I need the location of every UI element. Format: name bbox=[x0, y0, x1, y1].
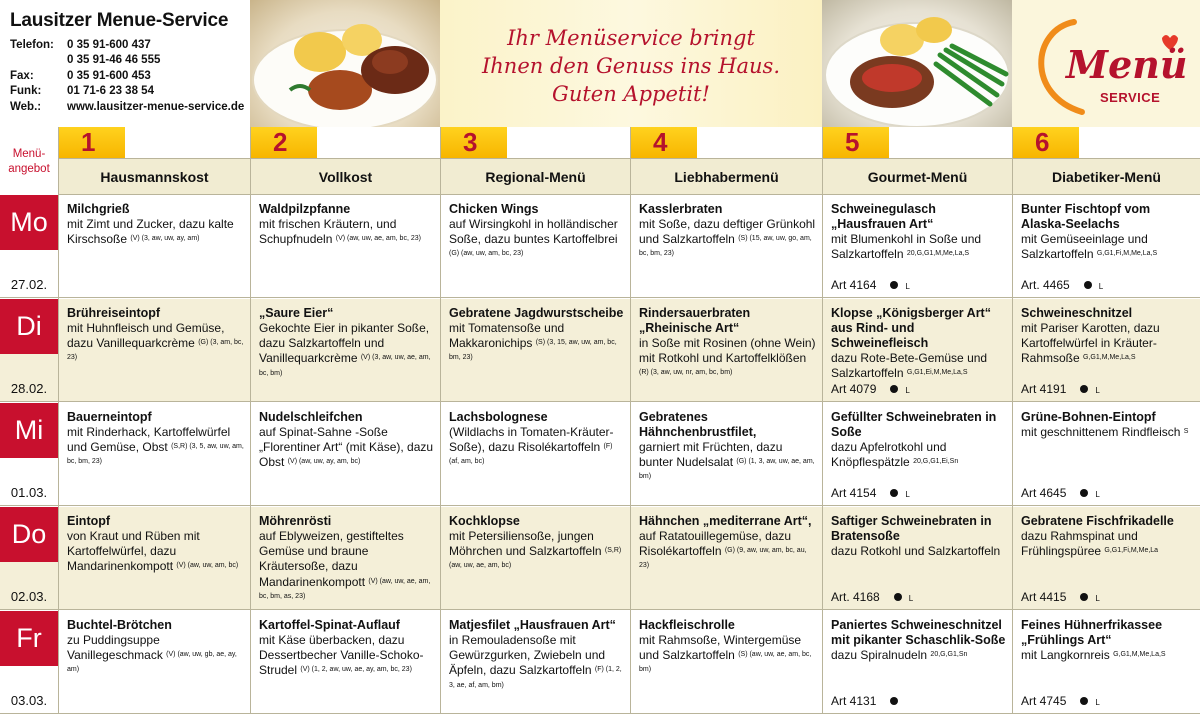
dish-description bbox=[831, 351, 1006, 381]
weekday-badge: Di bbox=[0, 299, 58, 354]
description-text: mit Blumenkohl in Soße und Salzkartoffeln bbox=[831, 232, 982, 262]
additives-note: G,G1,Fi,M,Me,La,S bbox=[1096, 250, 1158, 258]
contact-value[interactable]: 0 35 91-46 46 555 bbox=[67, 54, 161, 67]
additives-note: (S) (15, aw, uw, go, am, bc, bm, 23) bbox=[639, 235, 812, 258]
additives-note: (G) (3, am, bc, 23) bbox=[67, 339, 244, 362]
dot-marker-icon bbox=[890, 281, 898, 289]
additives-note: (F) (1, 2, 3, ae, af, am, bm) bbox=[449, 666, 622, 689]
dish-description bbox=[1021, 529, 1194, 559]
dish-name: Gebratenes Hähnchenbrustfilet, bbox=[639, 410, 757, 439]
description-text: dazu Rotkohl und Salzkartoffeln bbox=[831, 544, 1001, 558]
menu-cell[interactable] bbox=[630, 299, 822, 402]
lactose-marker: L bbox=[1095, 594, 1100, 603]
weekday-badge: Fr bbox=[0, 611, 58, 666]
weekday-badge: Do bbox=[0, 507, 58, 562]
dish-description bbox=[1021, 321, 1194, 367]
day-row-mo bbox=[0, 195, 1200, 298]
dish-description bbox=[831, 544, 1006, 559]
additives-note: 20,G,G1,Sn bbox=[930, 651, 968, 658]
day-row-fr bbox=[0, 611, 1200, 714]
dish-description bbox=[639, 336, 816, 382]
dish-description bbox=[449, 321, 624, 367]
column-number-row bbox=[59, 127, 250, 158]
additives-note: (G) (aw, uw, am, bc, 23) bbox=[449, 250, 524, 258]
dish-description bbox=[449, 529, 624, 575]
description-text: mit Soße, dazu deftiger Grünkohl und Salzkartoffeln bbox=[639, 217, 816, 247]
dish-name: Bauerneintopf bbox=[67, 410, 152, 424]
day-row-di bbox=[0, 299, 1200, 402]
article-number bbox=[831, 590, 913, 604]
column-number-row bbox=[631, 127, 822, 158]
menu-cell[interactable] bbox=[630, 403, 822, 506]
description-text: auf Eblyweizen, gestifteltes Gemüse und braune Kräutersoße, dazu Mandarinenkompott bbox=[259, 529, 404, 589]
column-number-row bbox=[823, 127, 1012, 158]
contact-label: Fax: bbox=[10, 69, 34, 82]
dish-description bbox=[67, 633, 244, 679]
menu-column-header: Diabetiker-Menü bbox=[1013, 158, 1200, 195]
dish-description bbox=[259, 425, 434, 471]
menu-cell[interactable] bbox=[440, 299, 630, 402]
dish-description bbox=[259, 529, 434, 605]
day-date: 01.03. bbox=[10, 485, 48, 500]
lactose-marker: L bbox=[1095, 386, 1100, 395]
dish-name: Kartoffel-Spinat-Auflauf bbox=[259, 618, 400, 632]
column-number-row bbox=[251, 127, 440, 158]
dish-description bbox=[1021, 232, 1194, 262]
dish-description bbox=[831, 648, 1006, 663]
description-text: mit Huhnfleisch und Gemüse, dazu Vanillequarkcrème bbox=[67, 321, 225, 351]
dish-description bbox=[1021, 648, 1194, 663]
website-link[interactable]: www.lausitzer-menue-service.de bbox=[67, 100, 245, 113]
article-number bbox=[1021, 382, 1100, 396]
menu-cell[interactable] bbox=[250, 299, 440, 402]
menu-cell[interactable] bbox=[58, 507, 250, 610]
description-text: zu Puddingsuppe Vanillegeschmack bbox=[67, 633, 163, 663]
dot-marker-icon bbox=[1080, 593, 1088, 601]
contact-list bbox=[10, 38, 250, 115]
description-text: mit Tomatensoße und Makkaronichips bbox=[449, 321, 565, 351]
dish-name: Buchtel-Brötchen bbox=[67, 618, 172, 632]
article-text: Art 4191 bbox=[1021, 382, 1067, 396]
dish-name: Gebratene Fischfrikadelle bbox=[1021, 514, 1174, 528]
article-text: Art 4745 bbox=[1021, 694, 1067, 708]
dish-name: Paniertes Schweineschnitzel mit pikanter Schaschlik-Soße bbox=[831, 618, 1006, 647]
article-number bbox=[1021, 278, 1103, 292]
lactose-marker: L bbox=[908, 594, 914, 603]
menu-cell[interactable] bbox=[1012, 299, 1200, 402]
dish-name: Brühreiseintopf bbox=[67, 306, 161, 320]
article-text: Art. 4465 bbox=[1021, 278, 1070, 292]
slogan-line: Ihnen den Genuss ins Haus. bbox=[481, 54, 781, 78]
menu-cell[interactable] bbox=[822, 611, 1012, 714]
description-text: (Wildlachs in Tomaten-Kräuter-Soße), dazu Risolékartoffeln bbox=[449, 425, 614, 455]
description-text: Gekochte Eier in pikanter Soße, dazu Salzkartoffeln und Vanillequarkcrème bbox=[259, 321, 430, 366]
description-text: auf Ratatouillegemüse, dazu Risolékartoffeln bbox=[639, 529, 792, 559]
additives-note: (V) (3, aw, uw, ay, am) bbox=[130, 235, 200, 243]
menu-cell[interactable] bbox=[630, 195, 822, 298]
dish-name: Lachsbolognese bbox=[449, 410, 548, 424]
dish-name: Kasslerbraten bbox=[639, 202, 723, 216]
lactose-marker: L bbox=[1095, 490, 1100, 499]
dish-name: Kochklopse bbox=[449, 514, 520, 528]
dot-marker-icon bbox=[1084, 281, 1092, 289]
lactose-marker: L bbox=[1098, 282, 1104, 291]
day-row-do bbox=[0, 507, 1200, 610]
dot-marker-icon bbox=[890, 697, 898, 705]
description-text: garniert mit Früchten, dazu bunter Nudelsalat bbox=[639, 440, 783, 470]
contact-row bbox=[10, 69, 250, 84]
weekday-badge: Mo bbox=[0, 195, 58, 250]
additives-note: G,G1,M,Me,La,S bbox=[1113, 651, 1166, 658]
dish-name: Hähnchen „mediterrane Art“, bbox=[639, 514, 812, 528]
additives-note: S bbox=[1183, 428, 1189, 435]
description-text: mit Langkornreis bbox=[1021, 648, 1110, 662]
article-text: Art 4154 bbox=[831, 486, 877, 500]
dish-name: Bunter Fischtopf vom Alaska-Seelachs bbox=[1021, 202, 1151, 231]
description-text: dazu Rote-Bete-Gemüse und Salzkartoffeln bbox=[831, 351, 988, 381]
article-number bbox=[1021, 694, 1100, 708]
description-text: mit Käse überbacken, dazu Dessertbecher Vanille-Schoko-Strudel bbox=[259, 633, 424, 678]
menu-column-header: Regional-Menü bbox=[441, 158, 630, 195]
dish-description bbox=[831, 440, 1006, 470]
contact-value: 0 35 91-600 453 bbox=[67, 69, 151, 82]
menu-cell[interactable] bbox=[250, 403, 440, 506]
dish-description bbox=[449, 217, 624, 263]
menu-number-badge: 6 bbox=[1013, 127, 1079, 158]
article-number bbox=[831, 694, 898, 708]
dish-description bbox=[259, 217, 434, 247]
dish-name: Milchgrieß bbox=[67, 202, 130, 216]
dish-description bbox=[67, 321, 244, 367]
description-text: von Kraut und Rüben mit Kartoffelwürfel, dazu Mandarinenkompott bbox=[67, 529, 200, 574]
dot-marker-icon bbox=[890, 489, 898, 497]
dish-description bbox=[259, 321, 434, 382]
dish-description bbox=[67, 217, 244, 247]
logo-word: Menü bbox=[1066, 42, 1188, 87]
contact-label bbox=[10, 53, 67, 68]
dish-description bbox=[67, 529, 244, 575]
company-name: Lausitzer Menue-Service bbox=[10, 10, 229, 31]
contact-row bbox=[10, 38, 250, 53]
dish-description bbox=[639, 217, 816, 263]
dish-description bbox=[1021, 425, 1194, 440]
lactose-marker: L bbox=[905, 490, 910, 499]
menu-cell[interactable] bbox=[58, 611, 250, 714]
slogan-line: Ihr Menüservice bringt bbox=[507, 26, 755, 50]
day-date: 28.02. bbox=[10, 381, 48, 396]
dot-marker-icon bbox=[894, 593, 902, 601]
description-text: mit frischen Kräutern, und Schupfnudeln bbox=[259, 217, 397, 247]
additives-note: (R) (3, aw, uw, nr, am, bc, bm) bbox=[639, 369, 733, 377]
article-number bbox=[831, 278, 910, 292]
contact-row bbox=[10, 100, 250, 115]
menu-cell[interactable] bbox=[822, 195, 1012, 298]
day-date: 27.02. bbox=[10, 277, 48, 292]
dish-name: Hackfleischrolle bbox=[639, 618, 735, 632]
menu-cell[interactable] bbox=[630, 507, 822, 610]
additives-note: (G) (9, aw, uw, am, bc, au, 23) bbox=[639, 547, 807, 570]
dish-name: Gebratene Jagdwurstscheibe bbox=[449, 306, 624, 320]
additives-note: (S,R) (3, 5, aw, uw, am, bc, bm, 23) bbox=[67, 443, 244, 466]
dish-name: Chicken Wings bbox=[449, 202, 539, 216]
menu-column-header: Hausmannskost bbox=[59, 158, 250, 195]
day-date: 02.03. bbox=[10, 589, 48, 604]
dot-marker-icon bbox=[1080, 697, 1088, 705]
lactose-marker: L bbox=[905, 386, 910, 395]
description-text: auf Spinat-Sahne -Soße „Florentiner Art“ (mit Käse), dazu Obst bbox=[259, 425, 434, 470]
dish-description bbox=[639, 440, 816, 486]
angebot-line: angebot bbox=[8, 163, 50, 175]
description-text: in Remouladensoße mit Gewürzgurken, Zwiebeln und Äpfeln, dazu Salzkartoffeln bbox=[449, 633, 606, 678]
dish-name: „Saure Eier“ bbox=[259, 306, 334, 320]
menu-cell[interactable] bbox=[822, 403, 1012, 506]
description-text: mit Pariser Karotten, dazu Kartoffelwürfel in Kräuter-Rahmsoße bbox=[1021, 321, 1160, 366]
description-text: mit Rahmsoße, Wintergemüse und Salzkartoffeln bbox=[639, 633, 802, 663]
day-label bbox=[0, 403, 58, 506]
additives-note: (V) (1, 2, aw, uw, ae, ay, am, bc, 23) bbox=[300, 666, 412, 674]
dish-name: Schweinegulasch „Hausfrauen Art“ bbox=[831, 202, 936, 231]
dish-description bbox=[639, 633, 816, 679]
day-label bbox=[0, 507, 58, 610]
menu-cell[interactable] bbox=[822, 299, 1012, 402]
day-label bbox=[0, 611, 58, 714]
menu-cell[interactable] bbox=[1012, 403, 1200, 506]
article-text: Art 4131 bbox=[831, 694, 877, 708]
column-number-row bbox=[1013, 127, 1200, 158]
food-photo-steak bbox=[822, 0, 1012, 127]
logo-sub: SERVICE bbox=[1100, 90, 1161, 105]
article-number bbox=[1021, 590, 1100, 604]
contact-row bbox=[10, 53, 250, 68]
description-text: dazu Apfelrotkohl und Knöpflespätzle bbox=[831, 440, 947, 470]
additives-note: (S) (3, 15, aw, uw, am, bc, bm, 23) bbox=[449, 339, 617, 362]
dot-marker-icon bbox=[1080, 385, 1088, 393]
dish-description bbox=[449, 425, 624, 471]
menu-cell[interactable] bbox=[58, 195, 250, 298]
weekday-badge: Mi bbox=[0, 403, 58, 458]
menu-number-badge: 4 bbox=[631, 127, 697, 158]
article-text: Art 4079 bbox=[831, 382, 877, 396]
header bbox=[0, 0, 1200, 127]
angebot-line: Menü- bbox=[12, 148, 46, 160]
dish-name: Saftiger Schweinebraten in Bratensoße bbox=[831, 514, 992, 543]
article-text: Art 4164 bbox=[831, 278, 877, 292]
menu-cell[interactable] bbox=[630, 611, 822, 714]
article-text: Art. 4168 bbox=[831, 590, 880, 604]
dish-name: Eintopf bbox=[67, 514, 111, 528]
additives-note: G,G1,M,Me,La,S bbox=[1083, 354, 1136, 362]
additives-note: (V) (aw, uw, am, bc) bbox=[176, 562, 239, 570]
menu-cell[interactable] bbox=[440, 403, 630, 506]
additives-note: (V) (aw, uw, ae, am, bc, bm, as, 23) bbox=[259, 577, 431, 600]
menu-cell[interactable] bbox=[440, 507, 630, 610]
menu-cell[interactable] bbox=[1012, 611, 1200, 714]
menu-grid bbox=[0, 127, 1200, 714]
dish-description bbox=[831, 232, 1006, 262]
roulade-plate-image bbox=[250, 0, 440, 127]
description-text: mit Zimt und Zucker, dazu kalte Kirschsoße bbox=[67, 217, 234, 247]
dish-name: Nudelschleifchen bbox=[259, 410, 363, 424]
dish-name: Feines Hühnerfrikassee „Frühlings Art“ bbox=[1021, 618, 1163, 647]
menu-cell[interactable] bbox=[250, 611, 440, 714]
dish-name: Schweineschnitzel bbox=[1021, 306, 1133, 320]
additives-note: (V) (aw, uw, gb, ae, ay, am) bbox=[67, 651, 237, 674]
dish-name: Grüne-Bohnen-Eintopf bbox=[1021, 410, 1156, 424]
lactose-marker: L bbox=[1095, 698, 1100, 707]
dish-name: Rindersauerbraten „Rheinische Art“ bbox=[639, 306, 751, 335]
menu-cell[interactable] bbox=[1012, 195, 1200, 298]
slogan bbox=[440, 0, 822, 127]
additives-note: (V) (aw, uw, ae, am, bc, 23) bbox=[335, 235, 421, 243]
menu-angebot-label bbox=[0, 127, 58, 195]
additives-note: (S) (aw, uw, ae, am, bc, bm) bbox=[639, 651, 812, 674]
menu-cell[interactable] bbox=[250, 507, 440, 610]
description-text: in Soße mit Rosinen (ohne Wein) mit Rotkohl und Kartoffelklößen bbox=[639, 336, 816, 366]
dot-marker-icon bbox=[890, 385, 898, 393]
menu-cell[interactable] bbox=[58, 403, 250, 506]
menu-cell[interactable] bbox=[250, 195, 440, 298]
menu-number-badge: 1 bbox=[59, 127, 125, 158]
description-text: auf Wirsingkohl in holländischer Soße, dazu buntes Kartoffelbrei bbox=[449, 217, 618, 247]
food-photo-roulade bbox=[250, 0, 440, 127]
lactose-marker: L bbox=[905, 282, 910, 291]
contact-value[interactable]: 0 35 91-600 437 bbox=[67, 39, 151, 51]
description-text: dazu Spiralnudeln bbox=[831, 648, 928, 662]
dish-name: Gefüllter Schweinebraten in Soße bbox=[831, 410, 997, 439]
day-row-mi bbox=[0, 403, 1200, 506]
slogan-line: Guten Appetit! bbox=[552, 82, 710, 106]
day-label bbox=[0, 195, 58, 298]
dish-description bbox=[259, 633, 434, 679]
menu-service-logo bbox=[1012, 0, 1200, 127]
article-number bbox=[831, 486, 910, 500]
menu-cell[interactable] bbox=[440, 611, 630, 714]
description-text: mit geschnittenem Rindfleisch bbox=[1021, 425, 1181, 439]
article-number bbox=[1021, 486, 1100, 500]
menu-cell[interactable] bbox=[58, 299, 250, 402]
article-text: Art 4645 bbox=[1021, 486, 1067, 500]
menu-number-badge: 2 bbox=[251, 127, 317, 158]
contact-block bbox=[0, 0, 250, 127]
menu-number-badge: 3 bbox=[441, 127, 507, 158]
additives-note: (F) (af, am, bc) bbox=[449, 443, 613, 466]
additives-note: (G) (1, 3, aw, uw, ae, am, bm) bbox=[639, 458, 815, 481]
additives-note: (S,R) (aw, uw, ae, am, bc) bbox=[449, 547, 622, 570]
dish-description bbox=[639, 529, 816, 575]
additives-note: 20,G,G1,M,Me,La,S bbox=[906, 250, 970, 258]
article-text: Art 4415 bbox=[1021, 590, 1067, 604]
menu-cell[interactable] bbox=[1012, 507, 1200, 610]
additives-note: (V) (3, aw, uw, ae, am, bc, bm) bbox=[259, 354, 431, 377]
description-text: mit Gemüseeinlage und Salzkartoffeln bbox=[1021, 232, 1148, 262]
article-number bbox=[831, 382, 910, 396]
day-date: 03.03. bbox=[10, 693, 48, 708]
day-label bbox=[0, 299, 58, 402]
contact-label: Funk: bbox=[10, 85, 42, 98]
additives-note: (V) (aw, uw, ay, am, bc) bbox=[287, 458, 361, 466]
dish-name: Waldpilzpfanne bbox=[259, 202, 351, 216]
additives-note: 20,G,G1,Ei,Sn bbox=[913, 458, 959, 466]
description-text: mit Rinderhack, Kartoffelwürfel und Gemüse, Obst bbox=[67, 425, 231, 455]
additives-note: G,G1,Fi,M,Me,La bbox=[1104, 547, 1159, 555]
contact-row bbox=[10, 84, 250, 99]
dish-description bbox=[67, 425, 244, 471]
menu-column-header: Liebhabermenü bbox=[631, 158, 822, 195]
additives-note: G,G1,Ei,M,Me,La,S bbox=[906, 369, 968, 377]
steak-plate-image bbox=[822, 0, 1012, 127]
description-text: mit Petersiliensoße, jungen Möhrchen und Salzkartoffeln bbox=[449, 529, 602, 559]
contact-label: Web.: bbox=[10, 100, 42, 113]
menu-cell[interactable] bbox=[822, 507, 1012, 610]
menu-column-header: Vollkost bbox=[251, 158, 440, 195]
column-number-row bbox=[441, 127, 630, 158]
menu-cell[interactable] bbox=[440, 195, 630, 298]
dish-name: Möhrenrösti bbox=[259, 514, 332, 528]
dish-description bbox=[449, 633, 624, 694]
menu-number-badge: 5 bbox=[823, 127, 889, 158]
dish-name: Klopse „Königsberger Art“ aus Rind- und Schweinefleisch bbox=[831, 306, 991, 350]
description-text: dazu Rahmspinat und Frühlingspüree bbox=[1021, 529, 1138, 559]
contact-value[interactable]: 01 71-6 23 38 54 bbox=[67, 85, 154, 98]
dish-name: Matjesfilet „Hausfrauen Art“ bbox=[449, 618, 616, 632]
menu-column-header: Gourmet-Menü bbox=[823, 158, 1012, 195]
contact-label: Telefon: bbox=[10, 39, 54, 51]
dot-marker-icon bbox=[1080, 489, 1088, 497]
